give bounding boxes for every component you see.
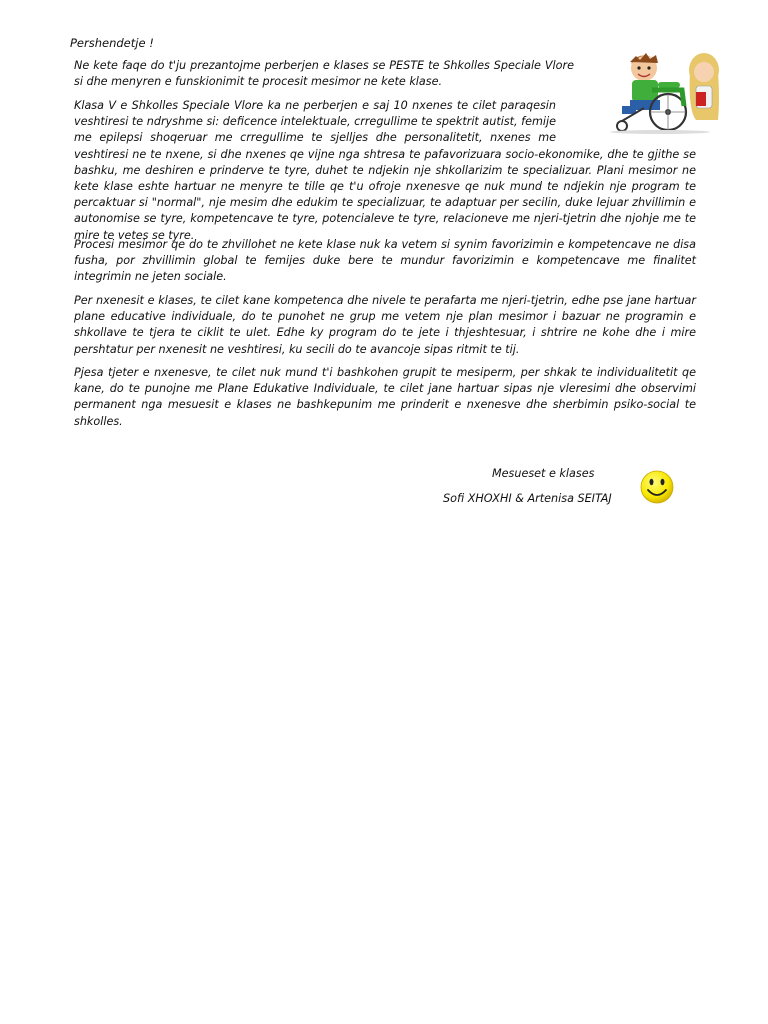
paragraph-teaching-process: Procesi mesimor qe do te zhvillohet ne kete klase nuk ka vetem si synim favorizimin e kompetencave ne disa fusha, por zhvillimin global te femijes duke bere te mundur favorizimin e kompetencave me finalitet integrimin ne jeten sociale.: [74, 238, 696, 284]
signature-title: Mesueset e klases: [492, 467, 595, 480]
children-wheelchair-clipart-icon: [592, 50, 720, 136]
paragraph-group-plan: Per nxenesit e klases, te cilet kane kompetenca dhe nivele te perafarta me njeri-tjetrin, edhe pse jane hartuar plane educative individuale, do te punohet ne grup me vetem nje plan mesimor i bazuar ne programin e shkollave te tjera te ciklit te ulet. Edhe ky program do te jete i thjeshtesuar, i shtrire ne kohe dhe i mire pershtatur per nxenesit ne veshtiresi, ku secili do te avancoje sipas ritmit te tij.: [74, 294, 696, 356]
greeting: Pershendetje !: [70, 36, 154, 50]
paragraph-intro: Ne kete faqe do t'ju prezantojme perberjen e klases se PESTE te Shkolles Speciale Vlore si dhe menyren e funskionimit te procesit mesimor ne kete klase.: [74, 59, 574, 89]
paragraph-class-composition-text: Klasa V e Shkolles Speciale Vlore ka ne perberjen e saj 10 nxenes te cilet paraqesin veshtiresi te ndryshme si: deficence intelektuale, crregullime te spektrit autist, femije me epilepsi shoqeruar me crregullime te sjelljes dhe personalitetit, nxenes me veshtiresi ne te nxene, si dhe nxenes qe vijne nga shtresa te pafavorizuara socio-ekonomike, dhe te gjithe se bashku, me deshiren e prinderve te tyre, duhet te ndjekin nje shkollarizim te specializuar. Plani mesimor ne kete klase eshte hartuar ne menyre te tille qe t'u ofroje nxenesve qe nuk mund te ndjekin nje program te percaktuar si "normal", nje mesim dhe edukim te specializuar, te adaptuar per secilin, duke lejuar zhvillimin e autonomise se tyre, kompetencave te tyre, potencialeve te tyre, relacioneve me njeri-tjetrin dhe njohje me te mire te vetes se tyre.: [74, 99, 696, 242]
smiley-face-icon: [640, 469, 674, 505]
signature-names: Sofi XHOXHI & Artenisa SEITAJ: [443, 492, 612, 505]
paragraph-individual-plans: Pjesa tjeter e nxenesve, te cilet nuk mund t'i bashkohen grupit te mesiperm, per shkak te individualitetit qe kane, do te punojne me Plane Edukative Individuale, te cilet jane hartuar sipas nje vleresimi dhe observimi permanent nga mesuesit e klases ne bashkepunim me prinderit e nxenesve dhe sherbimin psiko-social te shkolles.: [74, 366, 696, 428]
